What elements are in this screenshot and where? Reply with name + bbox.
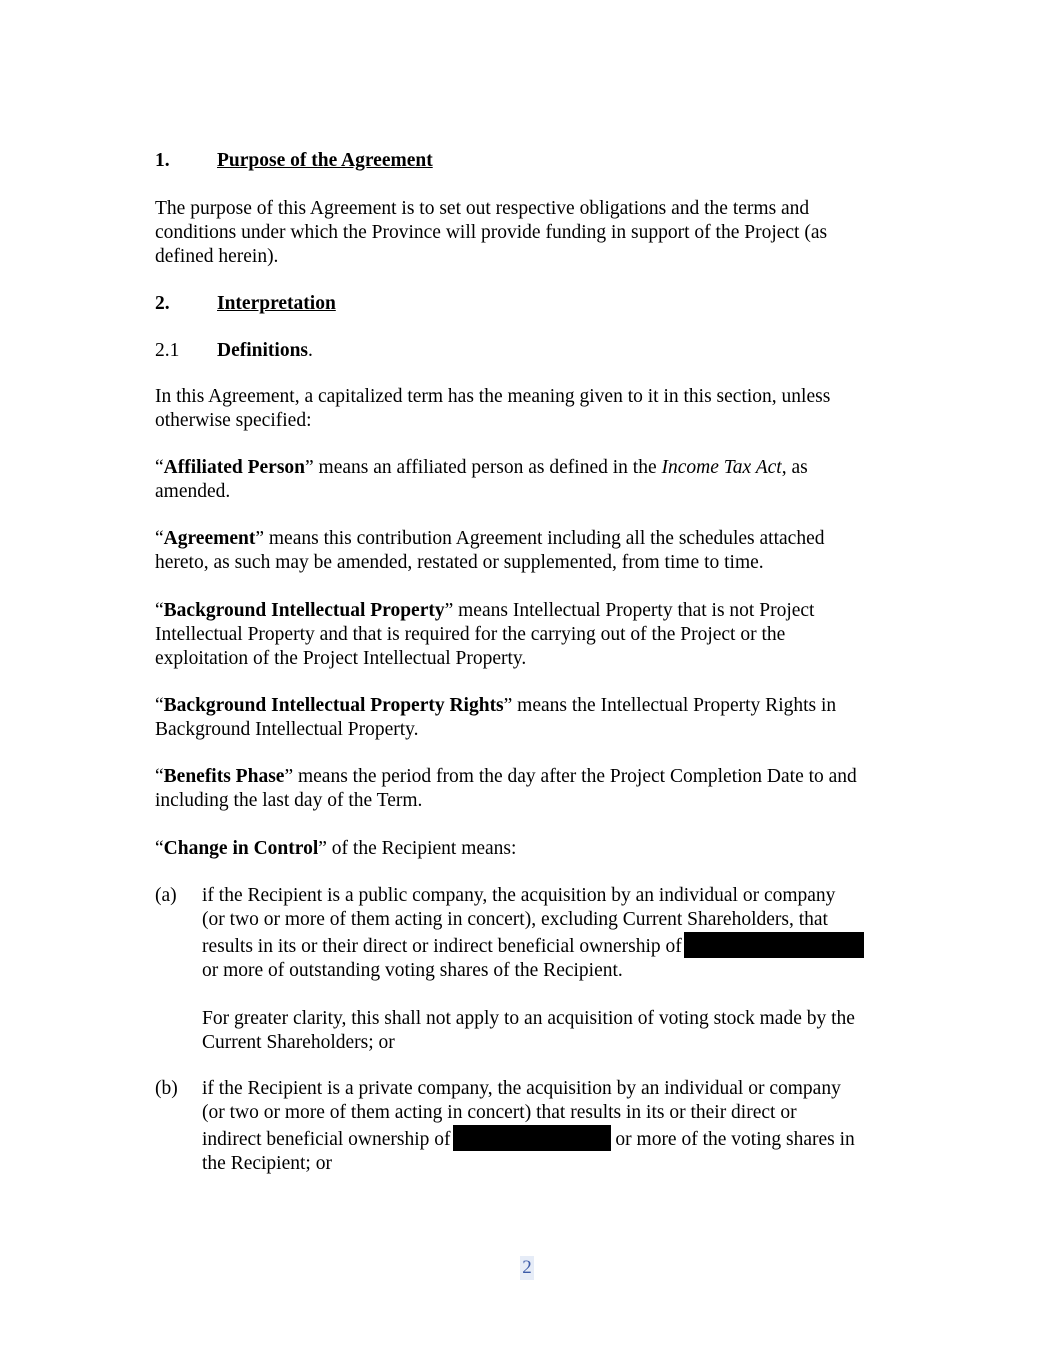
defined-term: Background Intellectual Property Rights [163, 695, 504, 716]
paragraph-line: defined herein). [155, 246, 279, 267]
definition-text: ” means the period from the day after the Project Completion Date to and [284, 766, 857, 787]
definition-text: , as [781, 457, 808, 478]
section-1-paragraph [155, 197, 915, 269]
section-1-heading [155, 149, 915, 173]
item-text: results in its or their direct or indirect beneficial ownership of [202, 936, 682, 957]
definition-text: amended. [155, 481, 231, 502]
definition-text: hereto, as such may be amended, restated or supplemented, from time to time. [155, 552, 764, 573]
item-label: (a) [155, 885, 177, 906]
item-label: (b) [155, 1078, 178, 1099]
defined-term: Benefits Phase [163, 766, 285, 787]
item-body [202, 884, 915, 1055]
section-1-number: 1. [155, 150, 170, 171]
open-quote: “ [155, 457, 164, 478]
definition-affiliated-person [155, 456, 915, 504]
definition-text: ” means an affiliated person as defined in the [305, 457, 662, 478]
definition-text: ” means Intellectual Property that is not Project [444, 600, 815, 621]
definition-text: ” means this contribution Agreement including all the schedules attached [255, 528, 825, 549]
defined-term: Agreement [163, 528, 256, 549]
definition-text: Background Intellectual Property. [155, 719, 419, 740]
open-quote: “ [155, 600, 164, 621]
open-quote: “ [155, 766, 164, 787]
section-2-title: Interpretation [217, 293, 336, 314]
page-number: 2 [520, 1256, 534, 1280]
open-quote: “ [155, 528, 164, 549]
item-text: if the Recipient is a private company, the acquisition by an individual or company [202, 1078, 841, 1099]
paragraph-line: In this Agreement, a capitalized term has the meaning given to it in this section, unless [155, 386, 831, 407]
subsection-2-1-heading [155, 339, 915, 363]
open-quote: “ [155, 838, 164, 859]
redaction-box [453, 1125, 611, 1151]
definition-text: Intellectual Property and that is required for the carrying out of the Project or the [155, 624, 786, 645]
item-text: (or two or more of them acting in concert), excluding Current Shareholders, that [202, 909, 828, 930]
section-1-title: Purpose of the Agreement [217, 150, 433, 171]
item-body [202, 1077, 915, 1176]
paragraph-line: otherwise specified: [155, 410, 312, 431]
defined-term: Affiliated Person [163, 457, 306, 478]
definition-agreement [155, 527, 915, 575]
item-note: Current Shareholders; or [202, 1032, 395, 1053]
act-name: Income Tax Act [661, 457, 782, 478]
section-2-heading [155, 292, 915, 316]
subsection-title: Definitions [217, 340, 309, 361]
item-note: For greater clarity, this shall not apply to an acquisition of voting stock made by the [202, 1008, 855, 1029]
definition-text: exploitation of the Project Intellectual Property. [155, 648, 527, 669]
open-quote: “ [155, 695, 164, 716]
definition-benefits-phase [155, 765, 915, 813]
paragraph-line: conditions under which the Province will provide funding in support of the Project (as [155, 222, 828, 243]
definition-change-in-control [155, 837, 915, 861]
list-item-a [155, 884, 915, 1054]
item-text: or more of the voting shares in [610, 1129, 855, 1150]
item-text: (or two or more of them acting in concert) that results in its or their direct or [202, 1102, 797, 1123]
item-text: or more of outstanding voting shares of the Recipient. [202, 960, 623, 981]
item-text: indirect beneficial ownership of [202, 1129, 451, 1150]
subsection-punct: . [308, 340, 313, 361]
paragraph-line: The purpose of this Agreement is to set out respective obligations and the terms and [155, 198, 810, 219]
section-2-number: 2. [155, 293, 170, 314]
definition-text: ” means the Intellectual Property Rights in [503, 695, 837, 716]
defined-term: Background Intellectual Property [163, 600, 445, 621]
definition-background-ip [155, 599, 915, 671]
definition-background-ip-rights [155, 694, 915, 742]
defined-term: Change in Control [163, 838, 319, 859]
redaction-box [684, 932, 864, 958]
subsection-number: 2.1 [155, 340, 180, 361]
list-item-b [155, 1077, 915, 1177]
definition-text: including the last day of the Term. [155, 790, 423, 811]
definition-text: ” of the Recipient means: [318, 838, 517, 859]
definitions-intro [155, 385, 915, 433]
item-text: the Recipient; or [202, 1153, 332, 1174]
item-text: if the Recipient is a public company, the acquisition by an individual or company [202, 885, 836, 906]
